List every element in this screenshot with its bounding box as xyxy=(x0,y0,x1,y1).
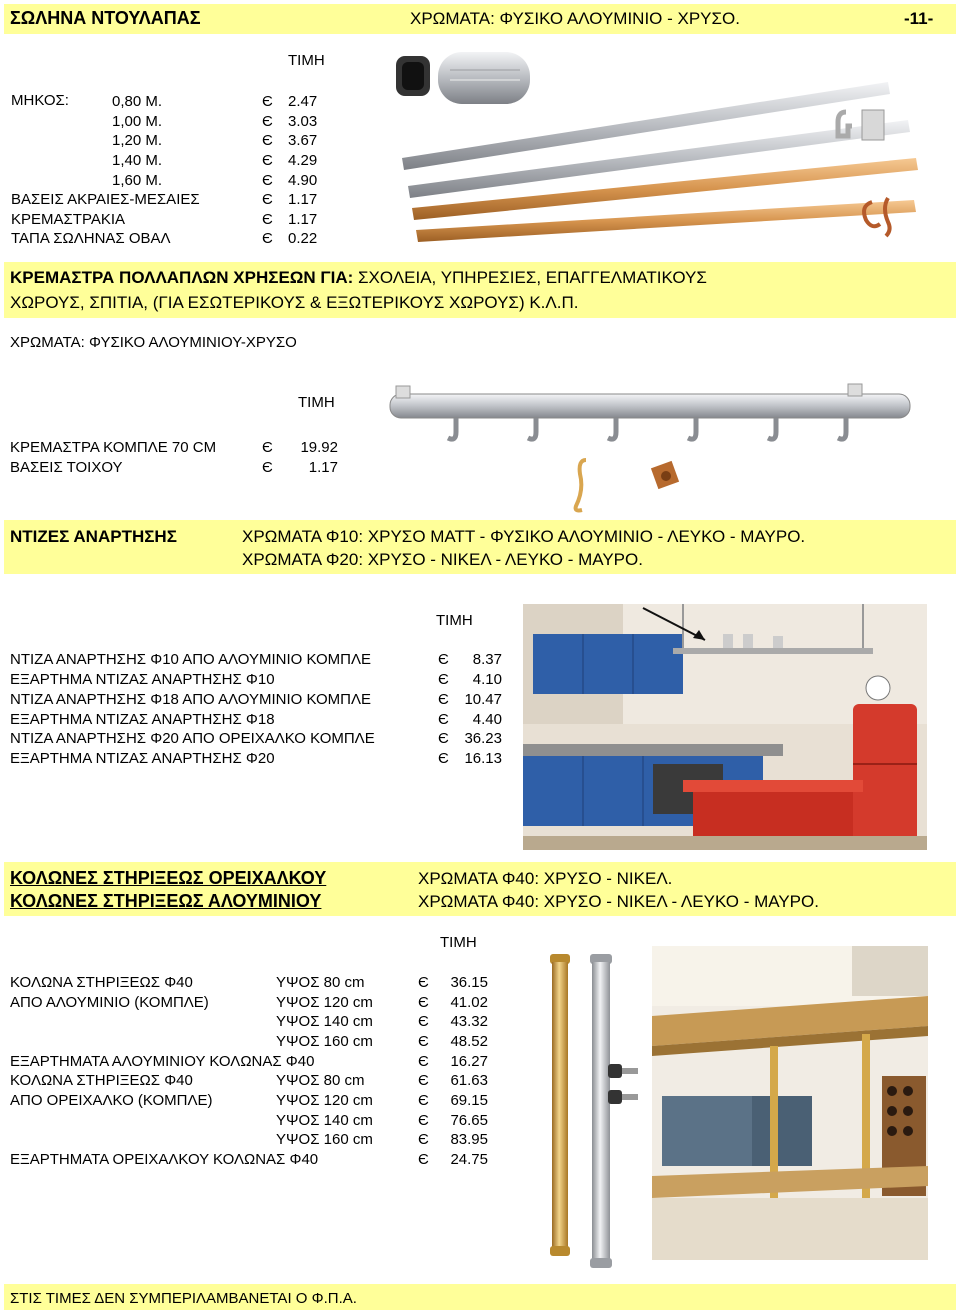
page-title: ΣΩΛΗΝΑ ΝΤΟΥΛΑΠΑΣ xyxy=(10,8,201,28)
currency-sign: Є xyxy=(262,230,273,247)
coat-rack-illustration xyxy=(386,378,926,518)
price-row xyxy=(0,131,380,151)
currency-sign: Є xyxy=(418,1013,429,1030)
fitting-icon-1 xyxy=(608,1064,638,1078)
price-row xyxy=(0,1012,500,1032)
price-row xyxy=(0,973,500,993)
item-price: 43.32 xyxy=(450,1013,488,1030)
item-price: 4.90 xyxy=(288,172,318,189)
item-price: 36.23 xyxy=(464,730,502,747)
price-row xyxy=(0,151,380,171)
currency-sign: Є xyxy=(262,211,273,228)
section4-price-heading: ΤΙΜΗ xyxy=(440,934,477,951)
item-price: 83.95 xyxy=(450,1131,488,1148)
item-label: ΒΑΣΕΙΣ ΤΟΙΧΟΥ xyxy=(10,459,123,476)
red-fridge xyxy=(853,704,917,850)
item-label: ΝΤΙΖΑ ΑΝΑΡΤΗΣΗΣ Φ18 ΑΠΟ ΑΛΟΥΜΙΝΙΟ ΚΟΜΠΛΕ xyxy=(10,691,372,708)
item-height: ΥΨΟΣ 120 cm xyxy=(276,994,373,1011)
header-colors: ΧΡΩΜΑΤΑ: ΦΥΣΙΚΟ ΑΛΟΥΜΙΝΙΟ - ΧΡΥΣΟ. xyxy=(410,9,740,28)
section2-price-heading: ΤΙΜΗ xyxy=(298,394,335,411)
item-price: 4.10 xyxy=(472,671,502,688)
currency-sign: Є xyxy=(262,113,273,130)
price-row xyxy=(0,438,380,458)
item-price: 4.40 xyxy=(472,711,502,728)
item-label: ΚΡΕΜΑΣΤΡΑΚΙΑ xyxy=(11,211,126,228)
currency-sign: Є xyxy=(418,1131,429,1148)
item-label: ΚΡΕΜΑΣΤΡΑ ΚΟΜΠΛΕ 70 CM xyxy=(10,439,217,456)
item-label: ΚΟΛΩΝΑ ΣΤΗΡΙΞΕΩΣ Φ40 xyxy=(10,974,193,991)
oval-tube-section xyxy=(438,52,530,104)
item-price: 10.47 xyxy=(464,691,502,708)
section2-title xyxy=(10,268,707,288)
currency-sign: Є xyxy=(262,132,273,149)
section3-colors2: ΧΡΩΜΑΤΑ Φ20: ΧΡΥΣΟ - ΝΙΚΕΛ - ΛΕΥΚΟ - ΜΑΥΡΟ. xyxy=(242,550,643,569)
price-row xyxy=(0,92,380,112)
cabinets xyxy=(662,1096,812,1166)
item-label: ΝΤΙΖΑ ΑΝΑΡΤΗΣΗΣ Φ20 ΑΠΟ ΟΡΕΙΧΑΛΚΟ ΚΟΜΠΛΕ xyxy=(10,730,375,747)
price-row xyxy=(0,112,380,132)
price-row xyxy=(0,670,510,690)
section2-colors: ΧΡΩΜΑΤΑ: ΦΥΣΙΚΟ ΑΛΟΥΜΙΝΙΟΥ-ΧΡΥΣΟ xyxy=(10,334,297,351)
currency-sign: Є xyxy=(418,1151,429,1168)
item-height: ΥΨΟΣ 80 cm xyxy=(276,1072,365,1089)
item-size: 1,00 Μ. xyxy=(112,113,163,130)
currency-sign: Є xyxy=(438,671,449,688)
kitchen-photo xyxy=(523,604,927,850)
section3-title: ΝΤΙΖΕΣ ΑΝΑΡΤΗΣΗΣ xyxy=(10,527,177,546)
item-label: ΑΠΟ ΟΡΕΙΧΑΛΚΟ (ΚΟΜΠΛΕ) xyxy=(10,1092,213,1109)
currency-sign: Є xyxy=(418,994,429,1011)
currency-sign: Є xyxy=(438,651,449,668)
item-height: ΥΨΟΣ 120 cm xyxy=(276,1092,373,1109)
currency-sign: Є xyxy=(418,974,429,991)
price-row xyxy=(0,729,510,749)
currency-sign: Є xyxy=(262,172,273,189)
price-row xyxy=(0,1150,500,1170)
item-label: ΤΑΠΑ ΣΩΛΗΝΑΣ ΟΒΑΛ xyxy=(11,230,171,247)
item-label: ΕΞΑΡΤΗΜΑ ΝΤΙΖΑΣ ΑΝΑΡΤΗΣΗΣ Φ20 xyxy=(10,750,275,767)
currency-sign: Є xyxy=(262,459,273,476)
section4-colors2: ΧΡΩΜΑΤΑ Φ40: ΧΡΥΣΟ - ΝΙΚΕΛ - ΛΕΥΚΟ - ΜΑΥΡΟ. xyxy=(418,892,819,911)
price-row xyxy=(0,1052,500,1072)
item-price: 36.15 xyxy=(450,974,488,991)
currency-sign: Є xyxy=(262,152,273,169)
brass-column xyxy=(550,954,570,1256)
item-price: 0.22 xyxy=(288,230,318,247)
item-price: 16.13 xyxy=(464,750,502,767)
section3-price-heading: ΤΙΜΗ xyxy=(436,612,473,629)
currency-sign: Є xyxy=(418,1033,429,1050)
price-row xyxy=(0,1032,500,1052)
price-row xyxy=(0,1091,500,1111)
section2-title-rest: ΣΧΟΛΕΙΑ, ΥΠΗΡΕΣΙΕΣ, ΕΠΑΓΓΕΛΜΑΤΙΚΟΥΣ xyxy=(353,268,707,287)
section3-colors1: ΧΡΩΜΑΤΑ Φ10: ΧΡΥΣΟ ΜΑΤΤ - ΦΥΣΙΚΟ ΑΛΟΥΜΙΝΙΟ - ΛΕΥΚΟ - ΜΑΥΡΟ. xyxy=(242,527,806,546)
item-price: 16.27 xyxy=(450,1053,488,1070)
item-price: 1.17 xyxy=(288,211,318,228)
section4-title1: ΚΟΛΩΝΕΣ ΣΤΗΡΙΞΕΩΣ ΟΡΕΙΧΑΛΚΟΥ xyxy=(10,868,327,888)
item-price: 1.17 xyxy=(308,459,338,476)
price-row xyxy=(0,749,510,769)
price-heading: ΤΙΜΗ xyxy=(288,52,325,69)
section4-colors1: ΧΡΩΜΑΤΑ Φ40: ΧΡΥΣΟ - ΝΙΚΕΛ. xyxy=(418,869,673,888)
wall-base-icon xyxy=(651,461,679,489)
price-row xyxy=(0,993,500,1013)
item-price: 2.47 xyxy=(288,93,318,110)
section2-title-line2: ΧΩΡΟΥΣ, ΣΠΙΤΙΑ, (ΓΙΑ ΕΣΩΤΕΡΙΚΟΥΣ & ΕΞΩΤΕΡΙΚΟΥΣ ΧΩΡΟΥΣ) Κ.Λ.Π. xyxy=(10,293,579,312)
price-row xyxy=(0,210,380,230)
columns-room-photo xyxy=(652,946,928,1260)
price-row xyxy=(0,1111,500,1131)
s-hook-icon xyxy=(576,460,586,511)
price-row xyxy=(0,458,380,478)
oval-tube-cap xyxy=(396,56,430,96)
currency-sign: Є xyxy=(438,750,449,767)
currency-sign: Є xyxy=(418,1092,429,1109)
coat-rack-hooks xyxy=(448,418,846,439)
item-height: ΥΨΟΣ 80 cm xyxy=(276,974,365,991)
item-height: ΥΨΟΣ 160 cm xyxy=(276,1131,373,1148)
item-label: ΕΞΑΡΤΗΜΑΤΑ ΑΛΟΥΜΙΝΙΟΥ ΚΟΛΩΝΑΣ Φ40 xyxy=(10,1053,315,1070)
section2-title-bold: ΚΡΕΜΑΣΤΡΑ ΠΟΛΛΑΠΛΩΝ ΧΡΗΣΕΩΝ ΓΙΑ: xyxy=(10,268,354,287)
currency-sign: Є xyxy=(418,1072,429,1089)
fitting-icon-2 xyxy=(608,1090,638,1104)
price-row xyxy=(0,710,510,730)
item-size: 1,40 Μ. xyxy=(112,152,163,169)
item-size: 1,20 Μ. xyxy=(112,132,163,149)
currency-sign: Є xyxy=(418,1112,429,1129)
item-label: ΒΑΣΕΙΣ ΑΚΡΑΙΕΣ-ΜΕΣΑΙΕΣ xyxy=(11,191,200,208)
price-row xyxy=(0,229,380,249)
item-height: ΥΨΟΣ 160 cm xyxy=(276,1033,373,1050)
item-label: ΝΤΙΖΑ ΑΝΑΡΤΗΣΗΣ Φ10 ΑΠΟ ΑΛΟΥΜΙΝΙΟ ΚΟΜΠΛΕ xyxy=(10,651,372,668)
currency-sign: Є xyxy=(262,93,273,110)
item-price: 4.29 xyxy=(288,152,318,169)
section4-title2: ΚΟΛΩΝΕΣ ΣΤΗΡΙΞΕΩΣ ΑΛΟΥΜΙΝΙΟΥ xyxy=(10,891,322,911)
item-price: 76.65 xyxy=(450,1112,488,1129)
column-fittings-illustration xyxy=(606,1056,646,1112)
price-row xyxy=(0,1130,500,1150)
price-row xyxy=(0,190,380,210)
price-row xyxy=(0,1071,500,1091)
currency-sign: Є xyxy=(438,691,449,708)
item-price: 3.03 xyxy=(288,113,318,130)
currency-sign: Є xyxy=(418,1053,429,1070)
footer-note: ΣΤΙΣ ΤΙΜΕΣ ΔΕΝ ΣΥΜΠΕΡΙΛΑΜΒΑΝΕΤΑΙ Ο Φ.Π.Α. xyxy=(10,1290,357,1307)
wall-cabinets xyxy=(533,634,683,694)
item-size: 1,60 Μ. xyxy=(112,172,163,189)
item-price: 48.52 xyxy=(450,1033,488,1050)
bar-counter xyxy=(652,1166,928,1260)
item-size: 0,80 Μ. xyxy=(112,93,163,110)
item-height: ΥΨΟΣ 140 cm xyxy=(276,1112,373,1129)
item-label: ΑΠΟ ΑΛΟΥΜΙΝΙΟ (ΚΟΜΠΛΕ) xyxy=(10,994,209,1011)
item-price: 3.67 xyxy=(288,132,318,149)
item-price: 19.92 xyxy=(300,439,338,456)
price-row xyxy=(0,171,380,191)
item-label: ΚΟΛΩΝΑ ΣΤΗΡΙΞΕΩΣ Φ40 xyxy=(10,1072,193,1089)
length-label: ΜΗΚΟΣ: xyxy=(11,92,69,109)
rods-illustration xyxy=(388,40,928,250)
item-price: 1.17 xyxy=(288,191,318,208)
coat-rack-rail xyxy=(390,384,910,418)
item-price: 61.63 xyxy=(450,1072,488,1089)
item-label: ΕΞΑΡΤΗΜΑΤΑ ΟΡΕΙΧΑΛΚΟΥ ΚΟΛΩΝΑΣ Φ40 xyxy=(10,1151,319,1168)
price-row xyxy=(0,690,510,710)
currency-sign: Є xyxy=(262,439,273,456)
item-price: 8.37 xyxy=(472,651,502,668)
currency-sign: Є xyxy=(262,191,273,208)
item-price: 69.15 xyxy=(450,1092,488,1109)
item-label: ΕΞΑΡΤΗΜΑ ΝΤΙΖΑΣ ΑΝΑΡΤΗΣΗΣ Φ18 xyxy=(10,711,275,728)
price-row xyxy=(0,650,510,670)
currency-sign: Є xyxy=(438,730,449,747)
item-height: ΥΨΟΣ 140 cm xyxy=(276,1013,373,1030)
item-label: ΕΞΑΡΤΗΜΑ ΝΤΙΖΑΣ ΑΝΑΡΤΗΣΗΣ Φ10 xyxy=(10,671,275,688)
page-number: -11- xyxy=(904,9,934,28)
item-price: 41.02 xyxy=(450,994,488,1011)
currency-sign: Є xyxy=(438,711,449,728)
item-price: 24.75 xyxy=(450,1151,488,1168)
